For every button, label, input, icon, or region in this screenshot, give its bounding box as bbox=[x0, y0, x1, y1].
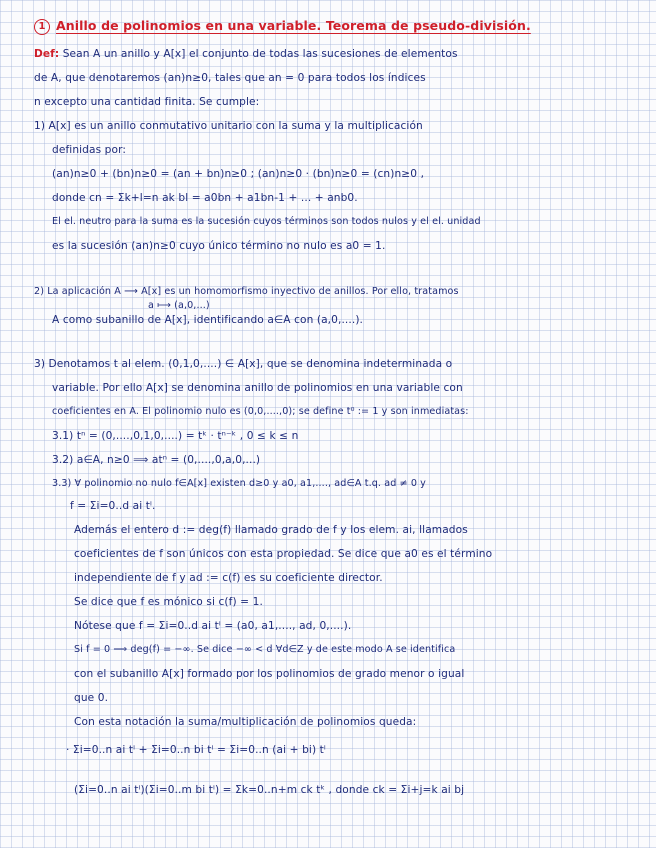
item3-para-7: con el subanillo A[x] formado por los polinomios de grado menor o igual bbox=[74, 668, 465, 680]
item1-line-6: es la sucesión (an)n≥0 cuyo único término no nulo es a0 = 1. bbox=[52, 240, 386, 252]
definition-line-1 bbox=[34, 48, 458, 60]
item3-para-3: independiente de f y ad := c(f) es su coeficiente director. bbox=[74, 572, 383, 584]
item3-para-1: Además el entero d := deg(f) llamado grado de f y los elem. ai, llamados bbox=[74, 524, 468, 536]
product-formula: (Σi=0..n ai tⁱ)(Σi=0..m bi tⁱ) = Σk=0..n+m ck tᵏ , donde ck = Σi+j=k ai bj bbox=[74, 784, 465, 796]
section-title bbox=[34, 18, 531, 35]
definition-text-1: Sean A un anillo y A[x] el conjunto de todas las sucesiones de elementos bbox=[62, 48, 458, 60]
item3-line-2: variable. Por ello A[x] se denomina anillo de polinomios en una variable con bbox=[52, 382, 463, 394]
item1-line-4: donde cn = Σk+l=n ak bl = a0bn + a1bn-1 + ... + anb0. bbox=[52, 192, 358, 204]
section-title-text: Anillo de polinomios en una variable. Teorema de pseudo-división. bbox=[56, 18, 531, 33]
item3-line-1: 3) Denotamos t al elem. (0,1,0,....) ∈ A[x], que se denomina indeterminada o bbox=[34, 358, 453, 370]
item3-line-3: coeficientes en A. El polinomio nulo es (0,0,....,0); se define t⁰ := 1 y son inmediatas: bbox=[52, 406, 469, 417]
item3-sub-1: 3.1) tⁿ = (0,....,0,1,0,....) = tᵏ · tⁿ⁻ᵏ , 0 ≤ k ≤ n bbox=[52, 430, 299, 442]
item3-para-6: Si f = 0 ⟹ deg(f) = −∞. Se dice −∞ < d ∀d∈Z y de este modo A se identifica bbox=[74, 644, 456, 655]
item2-line-2: a ⟼ (a,0,...) bbox=[148, 300, 210, 311]
item3-sub-2: 3.2) a∈A, n≥0 ⟹ atⁿ = (0,....,0,a,0,...) bbox=[52, 454, 261, 466]
definition-line-3: n excepto una cantidad finita. Se cumple: bbox=[34, 96, 260, 108]
item1-line-2: definidas por: bbox=[52, 144, 127, 156]
item3-para-2: coeficientes de f son únicos con esta propiedad. Se dice que a0 es el término bbox=[74, 548, 493, 560]
item3-sub-3a: 3.3) ∀ polinomio no nulo f∈A[x] existen d≥0 y a0, a1,...., ad∈A t.q. ad ≠ 0 y bbox=[52, 478, 426, 489]
item1-line-1: 1) A[x] es un anillo conmutativo unitario con la suma y la multiplicación bbox=[34, 120, 423, 132]
item1-line-3: (an)n≥0 + (bn)n≥0 = (an + bn)n≥0 ; (an)n≥0 · (bn)n≥0 = (cn)n≥0 , bbox=[52, 168, 425, 180]
item1-line-5: El el. neutro para la suma es la sucesión cuyos términos son todos nulos y el el. unidad bbox=[52, 216, 481, 227]
definition-label: Def: bbox=[34, 48, 60, 60]
item3-para-5: Nótese que f = Σi=0..d ai tⁱ = (a0, a1,...., ad, 0,....). bbox=[74, 620, 352, 632]
item2-line-3: A como subanillo de A[x], identificando a∈A con (a,0,....). bbox=[52, 314, 364, 326]
item3-sub-3b: f = Σi=0..d ai tⁱ. bbox=[70, 500, 156, 512]
sum-formula: · Σi=0..n ai tⁱ + Σi=0..n bi tⁱ = Σi=0..n (ai + bi) tⁱ bbox=[66, 744, 326, 756]
item3-para-8: que 0. bbox=[74, 692, 109, 704]
item3-para-4: Se dice que f es mónico si c(f) = 1. bbox=[74, 596, 263, 608]
item2-line-1: 2) La aplicación A ⟶ A[x] es un homomorfismo inyectivo de anillos. Por ello, tratamos bbox=[34, 286, 459, 297]
item3-para-9: Con esta notación la suma/multiplicación de polinomios queda: bbox=[74, 716, 417, 728]
section-number: 1 bbox=[34, 19, 50, 35]
definition-line-2: de A, que denotaremos (an)n≥0, tales que an = 0 para todos los índices bbox=[34, 72, 426, 84]
